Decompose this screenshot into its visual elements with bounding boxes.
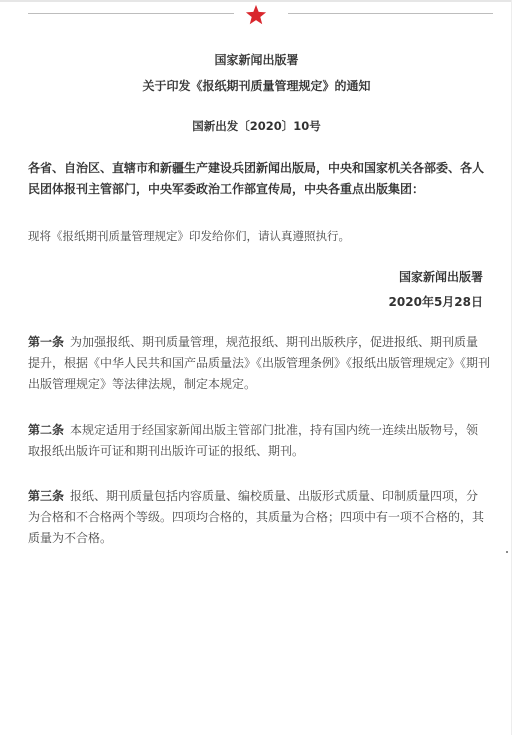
article-label: 第二条 — [28, 423, 65, 437]
red-star-icon — [245, 4, 267, 26]
stray-dot — [506, 551, 508, 553]
signature-date: 2020年5月28日 — [388, 295, 483, 309]
article-3 — [28, 486, 490, 549]
notice-title: 关于印发《报纸期刊质量管理规定》的通知 — [142, 79, 371, 93]
article-text: 为加强报纸、期刊质量管理，规范报纸、期刊出版秩序，促进报纸、期刊质量提升，根据《中华人民共和国产品质量法》《出版管理条例》《报纸出版管理规定》《期刊出版管理规定》等法律法规，制定本规定。 — [28, 335, 491, 391]
article-2 — [28, 420, 490, 462]
top-border — [0, 0, 511, 2]
header-rule-right — [288, 13, 493, 14]
right-border — [511, 0, 512, 735]
article-label: 第三条 — [28, 489, 65, 503]
article-text: 本规定适用于经国家新闻出版主管部门批准，持有国内统一连续出版物号，领取报纸出版许可证和期刊出版许可证的报纸、期刊。 — [28, 423, 479, 458]
header-rule-left — [28, 13, 234, 14]
article-1 — [28, 332, 490, 395]
article-text: 报纸、期刊质量包括内容质量、编校质量、出版形式质量、印制质量四项，分为合格和不合格两个等级。四项均合格的，其质量为合格；四项中有一项不合格的，其质量为不合格。 — [28, 489, 485, 545]
addressee-paragraph: 各省、自治区、直辖市和新疆生产建设兵团新闻出版局，中央和国家机关各部委、各人民团体报刊主管部门，中央军委政治工作部宣传局，中央各重点出版集团： — [28, 161, 485, 196]
intro-paragraph: 现将《报纸期刊质量管理规定》印发给你们，请认真遵照执行。 — [28, 229, 350, 243]
issuer-heading: 国家新闻出版署 — [214, 53, 299, 67]
signature-organization: 国家新闻出版署 — [398, 270, 483, 284]
document-number: 国新出发〔2020〕10号 — [192, 119, 321, 133]
article-label: 第一条 — [28, 335, 65, 349]
